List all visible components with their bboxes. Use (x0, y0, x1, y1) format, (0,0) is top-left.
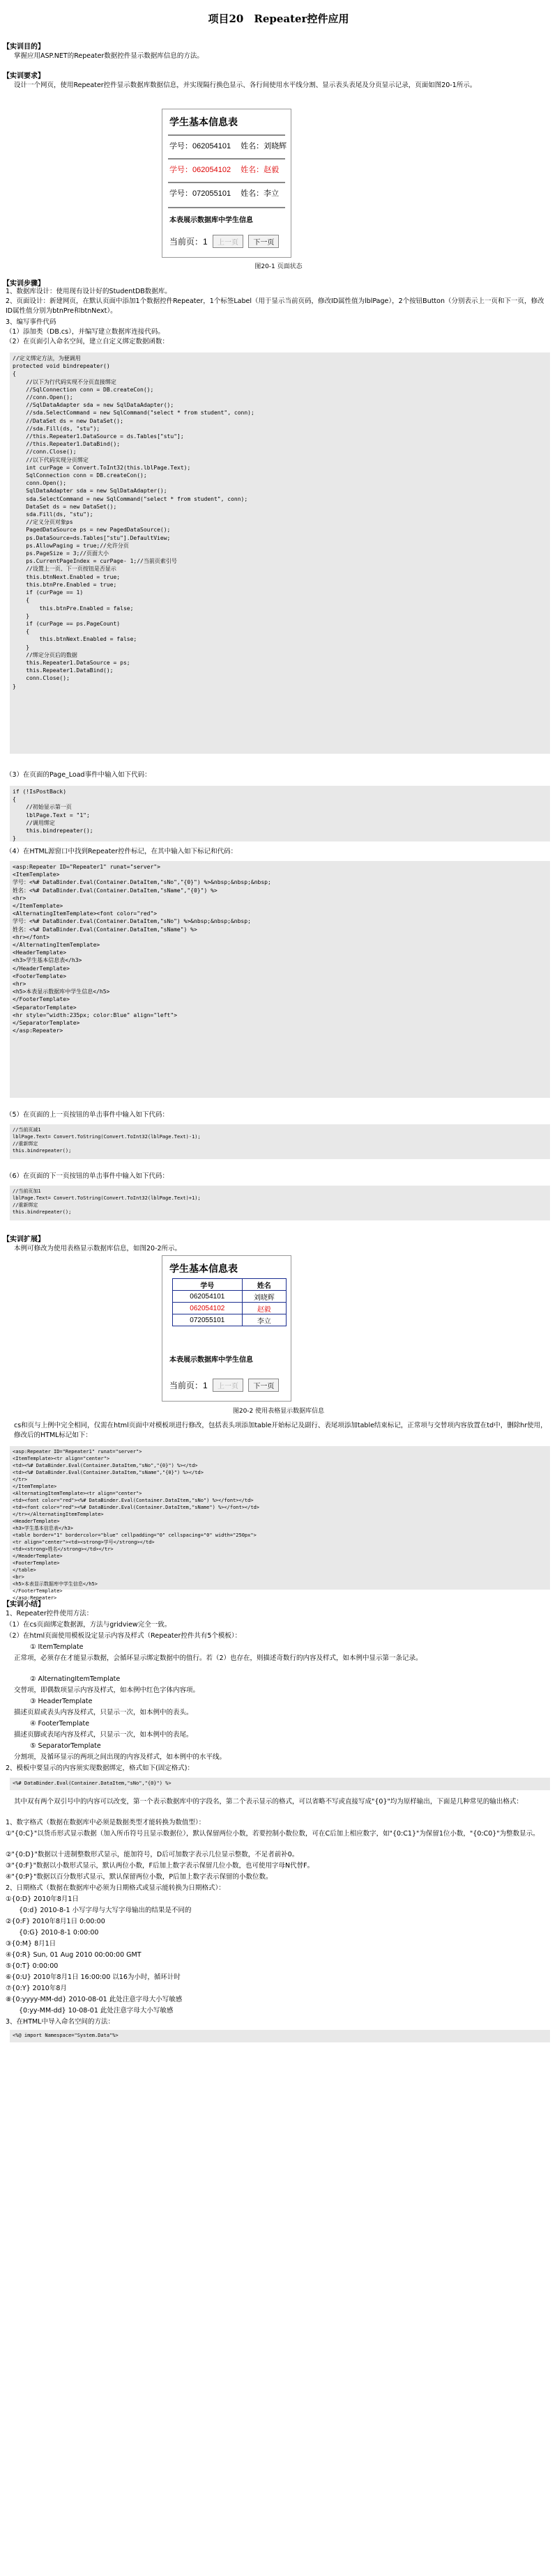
figure-1-divider (168, 158, 285, 160)
format-2-i: ⑦{0:Y} 2010年8月 (6, 1985, 67, 1992)
figure-1-row-3: 学号：072055101 姓名：李立 (169, 189, 280, 198)
format-2-d: {0:G} 2010-8-1 0:00:00 (6, 1929, 99, 1937)
figure-1-divider (168, 134, 285, 136)
cell-name: 李立 (242, 1314, 286, 1326)
summary-8: ③ HeaderTemplate (17, 1698, 93, 1705)
code-repeater-markup: <asp:Repeater ID="Repeater1" runat="server"> <ItemTemplate> 学号：<%# DataBinder.Eval(Container.DataItem,"sNo","{0}") %>&nbsp;&nbsp;&nbsp; 姓名：<%# DataBinder.Eval(Container.DataItem,"sName","{0}") %> <hr> </ItemTemplate> <AlternatingItemTemplate><font color="red"> 学号：<%# DataBinder.Eval(Container.DataItem,"sNo") %>&nbsp;&nbsp;&nbsp; 姓名：<%# DataBinder.Eval(Container.DataItem,"sName") %> <hr></font> </AlternatingItemTemplate> <HeaderTemplate> <h3>学生基本信息表</h3> </HeaderTemplate> <FooterTemplate> <hr> <h5>本表显示数据库中学生信息</h5> </FooterTemplate> <SeparatorTemplate> <hr style="width:235px; color:Blue" align="left"> </SeparatorTemplate> </asp:Repeater> (10, 861, 550, 1098)
figure-2-pager (169, 1379, 279, 1392)
code-prev-click: //当前页减1 lblPage.Text= Convert.ToString(Convert.ToInt32(lblPage.Text)-1); //重新绑定 this.bindrepeater(); (10, 1124, 550, 1159)
step-3-6: （6）在页面的下一页按钮的单击事件中输入如下代码： (6, 1172, 169, 1180)
cell-num: 062054102 (173, 1303, 243, 1314)
step-3-1: （1）添加类（DB.cs），并编写建立数据库连接代码。 (6, 328, 165, 336)
summary-1: 1、Repeater控件使用方法： (6, 1610, 93, 1617)
format-2-f: ④{0:R} Sun, 01 Aug 2010 00:00:00 GMT (6, 1951, 142, 1959)
figure-2-col-num: 学号 (173, 1279, 243, 1291)
figure-1-page-label: 当前页：1 (169, 237, 208, 247)
format-2-g: ⑤{0:T} 0:00:00 (6, 1962, 59, 1970)
step-3-3: （3）在页面的Page_Load事件中输入如下代码： (6, 771, 151, 779)
format-intro: 其中双有两个双引号中的内容可以改变，第一个表示数据库中的字段名，第二个表示显示的格式，可以省略不写或直接写成"{0}"均为原样输出，下面是几种常见的输出格式： (14, 1798, 523, 1806)
table-row (173, 1303, 287, 1314)
section-summary: 【实训小结】 (3, 1601, 45, 1608)
figure-2-footer: 本表展示数据库中学生信息 (169, 1356, 253, 1364)
figure-1-caption: 图20-1 页面状态 (254, 263, 303, 270)
format-1: 1、数字格式（数据在数据库中必须是数据类型才能转换为数值型）： (6, 1819, 206, 1826)
next-button[interactable]: 下一页 (248, 235, 279, 248)
summary-11: 描述页脚或表尾内容及样式，只显示一次，如本例中的表尾。 (14, 1731, 193, 1739)
format-1-c: ①"{0:C}"以货币形式显示数据（加入所币符号且显示数据位），默认保留两位小数，若要控制小数位数，可在C后加上相应数字，如"{0:C1}"为保留1位小数，"{0:C0}"为整数显示。 (6, 1830, 540, 1838)
code-bind-method: //定义绑定方法，为便调用 protected void bindrepeater() { //以下为行代码实现不分页直接绑定 //SqlConnection conn = DB.createCon(); //conn.Open(); //SqlDataAdapter sda = new SqlDataAdapter(); //sda.SelectCommand = new SqlCommand("select * from student", conn); //DataSet ds = new DataSet(); //sda.Fill(ds, "stu"); //this.Repeater1.DataSource = ds.Tables["stu"]; //this.Repeater1.DataBind(); //conn.Close(); //以下代码实现分页绑定 int curPage = Convert.ToInt32(this.lblPage.Text); SqlConnection conn = DB.createCon(); conn.Open(); SqlDataAdapter sda = new SqlDataAdapter(); sda.SelectCommand = new SqlCommand("select * from student", conn); DataSet ds = new DataSet(); sda.Fill(ds, "stu"); //定义分页对象ps PagedDataSource ps = new PagedDataSource(); ps.DataSource=ds.Tables["stu"].DefaultView; ps.AllowPaging = true;//允许分页 ps.PageSize = 3;//页面大小 ps.CurrentPageIndex = curPage- 1;//当前页索引号 //设置上一页、下一页按钮是否显示 this.btnNext.Enabled = true; this.btnPre.Enabled = true; if (curPage == 1) { this.btnPre.Enabled = false; } if (curPage == ps.PageCount) { this.btnNext.Enabled = false; } //绑定分页后的数据 this.Repeater1.DataSource = ps; this.Repeater1.DataBind(); conn.Close(); } (10, 352, 550, 754)
summary-5: 正常项，必须存在才能显示数据，会循环显示绑定数据中的值行。若（2）也存在，则描述奇数行的内容及样式，如本例中显示第一条记录。 (14, 1654, 422, 1662)
summary-14: 2、模板中要显示的内容须实现数据绑定，格式如下(固定格式)： (6, 1764, 194, 1772)
format-2-h: ⑥{0:U} 2010年8月1日 16:00:00 以16为小时，循环计时 (6, 1973, 181, 1981)
ext-text: 本例可修改为使用表格显示数据库信息，如图20-2所示。 (14, 1245, 182, 1252)
cell-num: 072055101 (173, 1314, 243, 1326)
code-import: <%@ import Namespace="System.Data"%> (10, 2030, 550, 2042)
summary-6: ② AlternatingItemTemplate (17, 1675, 121, 1683)
figure-1-row-1: 学号：062054101 姓名：刘晓辉 (169, 142, 287, 150)
req-text: 设计一个网页，使用Repeater控件显示数据库数据信息，并实现隔行换色显示、各行间使用水平线分割、显示表头表尾及分页显示记录，页面如图20-1所示。 (14, 82, 477, 89)
figure-2-header-row (173, 1279, 287, 1291)
summary-9: 描述页眉或表头内容及样式，只显示一次，如本例中的表头。 (14, 1709, 193, 1716)
format-1-f: ③"{0:F}"数据以小数形式显示，默认两位小数，F后加上数字表示保留几位小数，也可使用字母N代替F。 (6, 1862, 314, 1870)
figure-2 (162, 1255, 291, 1402)
cell-num: 062054101 (173, 1291, 243, 1303)
prev-button[interactable]: 上一页 (213, 235, 243, 248)
figure-2-col-name: 姓名 (242, 1279, 286, 1291)
section-req: 【实训要求】 (3, 72, 45, 80)
summary-2: （1）在cs页面绑定数据源，方法与gridview完全一致。 (6, 1621, 171, 1629)
step-2: 2、页面设计：新建网页，在默认页面中添加1个数据控件Repeater，1个标签Label（用于显示当前页码，修改ID属性值为lblPage），2个按钮Button（分别表示上一页和下一页，修改ID属性值分别为btnPre和btnNext）。 (6, 297, 544, 315)
format-2-b: {0:d} 2010-8-1 小写字母与大写字母输出的结果是不同的 (6, 1907, 192, 1914)
step-3-5: （5）在页面的上一页按钮的单击事件中输入如下代码： (6, 1111, 169, 1119)
format-1-d: ②"{0:D}"数据以十进制整数形式显示，能加符号，D后可加数字表示几位显示整数，不足者前补0。 (6, 1851, 299, 1859)
summary-13: 分割项，及循环显示的两项之间出现的内容及样式，如本例中的水平线。 (14, 1753, 227, 1761)
section-steps: 【实训步骤】 (3, 280, 45, 288)
page-title: 项目20 Repeater控件应用 (208, 13, 349, 25)
format-1-p: ④"{0:P}"数据以百分数形式显示，默认保留两位小数，P后加上数字表示保留的小数位数。 (6, 1873, 273, 1881)
format-2-c: ②{0:F} 2010年8月1日 0:00:00 (6, 1918, 105, 1925)
cell-name: 刘晓辉 (242, 1291, 286, 1303)
code-bind-format: <%# DataBinder.Eval(Container.DataItem,"sNo","{0}") %> (10, 1778, 550, 1790)
step-3-4: （4）在HTML源窗口中找到Repeater控件标记，在其中输入如下标记和代码： (6, 848, 238, 855)
format-2-e: ③{0:M} 8月1日 (6, 1940, 56, 1948)
ext-para: cs和页与上例中完全相同，仅需在html页面中对模板项进行修改，包括表头项添加table开始标记及副行、表尾项添加table结束标记，正常项与交替项内容放置在td中，删除hr使用，修改后的HTML标记如下： (14, 1422, 547, 1439)
step-1: 1、数据库设计：使用现有设计好的StudentDB数据库。 (6, 288, 171, 295)
code-table-markup: <asp:Repeater ID="Repeater1" runat="server"> <ItemTemplate><tr align="center"> <td><%# DataBinder.Eval(Container.DataItem,"sNo","{0}") %></td> <td><%# DataBinder.Eval(Container.DataItem,"sName","{0}") %></td> </tr> </ItemTemplate> <AlternatingItemTemplate><tr align="center"> <td><font color="red"><%# DataBinder.Eval(Container.DataItem,"sNo") %></font></td> <td><font color="red"><%# DataBinder.Eval(Container.DataItem,"sName") %></font></td> </tr></AlternatingItemTemplate> <HeaderTemplate> <h3>学生基本信息表</h3> <table border="1" bordercolor="blue" cellpadding="0" cellspacing="0" width="250px"> <tr align="center"><td><strong>学号</strong></td> <td><strong>姓名</strong></td></tr> </HeaderTemplate> <FooterTemplate> </table> <br> <h5>本表显示数据库中学生信息</h5> </FooterTemplate> </asp:Repeater> (10, 1446, 550, 1590)
format-2-k: {0:yy-MM-dd} 10-08-01 此处注意字母大小写敏感 (6, 2007, 174, 2015)
summary-10: ④ FooterTemplate (17, 1720, 90, 1728)
format-2-j: ⑧{0:yyyy-MM-dd} 2010-08-01 此处注意字母大小写敏感 (6, 1996, 183, 2003)
figure-2-page-label: 当前页：1 (169, 1381, 208, 1390)
figure-1-divider (168, 207, 285, 208)
figure-1-row-2: 学号：062054102 姓名：赵毅 (169, 166, 280, 174)
cell-name: 赵毅 (242, 1303, 286, 1314)
format-2: 2、日期格式（数据在数据库中必须为日期格式或显示能转换为日期格式）： (6, 1884, 225, 1892)
figure-1 (162, 109, 291, 258)
figure-2-table (172, 1278, 287, 1326)
figure-1-divider (168, 182, 285, 183)
section-ext: 【实训扩展】 (3, 1236, 45, 1243)
code-page-load: if (!IsPostBack) { //初始显示第一页 lblPage.Text = "1"; //调用绑定 this.bindrepeater(); } (10, 786, 550, 841)
summary-4: ① ItemTemplate (17, 1643, 84, 1651)
figure-2-heading: 学生基本信息表 (169, 1263, 238, 1274)
summary-12: ⑤ SeparatorTemplate (17, 1742, 101, 1750)
goal-text: 掌握应用ASP.NET的Repeater数据控件显示数据库信息的方法。 (14, 52, 204, 60)
figure-1-pager (169, 235, 279, 248)
code-next-click: //当前页加1 lblPage.Text= Convert.ToString(Convert.ToInt32(lblPage.Text)+1); //重新绑定 this.bindrepeater(); (10, 1186, 550, 1220)
step-3: 3、编写事件代码 (6, 318, 56, 326)
figure-1-heading: 学生基本信息表 (169, 116, 238, 127)
prev-button[interactable]: 上一页 (213, 1379, 243, 1392)
step-3-2: （2）在页面引入命名空间，建立自定义绑定数据函数： (6, 338, 169, 346)
summary-3: （2）在html页面使用模板设定显示内容及样式（Repeater控件共有5个模板）： (6, 1632, 242, 1640)
table-row (173, 1314, 287, 1326)
summary-7: 交替项，即偶数项显示内容及样式，如本例中红色字体内容项。 (14, 1686, 200, 1694)
figure-1-footer: 本表展示数据库中学生信息 (169, 217, 253, 224)
next-button[interactable]: 下一页 (248, 1379, 279, 1392)
section-goal: 【实训目的】 (3, 43, 45, 51)
format-3: 3、在HTML中导入命名空间的方法： (6, 2018, 114, 2026)
format-2-a: ①{0:D} 2010年8月1日 (6, 1895, 79, 1903)
figure-2-caption: 图20-2 使用表格显示数据库信息 (232, 1408, 325, 1415)
table-row (173, 1291, 287, 1303)
